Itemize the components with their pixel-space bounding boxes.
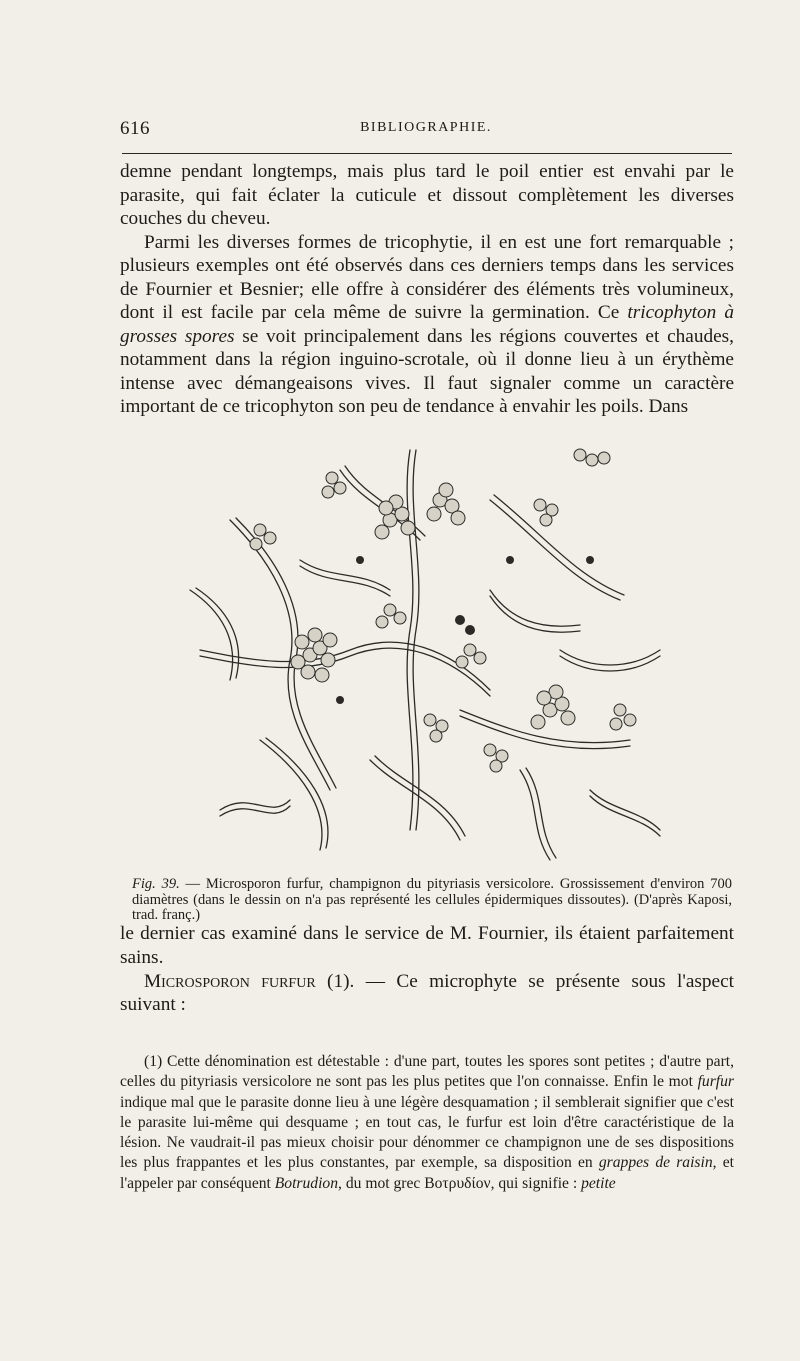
figure-label: Fig. 39. [132,876,180,892]
paragraph: le dernier cas examiné dans le service de M. Fournier, ils étaient parfaitement sains. [120,923,734,968]
running-head: BIBLIOGRAPHIE. [360,120,492,135]
text-run: , et l'appeler par conséquent [120,1154,734,1192]
text-run: (1). — Ce microphyte se présente sous l'aspect suivant : [120,970,735,1016]
paragraph [120,970,734,1018]
page-number: 616 [120,118,150,139]
text-run: se voit principalement dans les régions couvertes et chaudes, notamment dans la région inguino-scrotale, où il donne lieu à un érythème intense avec démangeaisons vives. Il faut signaler comme un caractère important de ce tricophyton son peu de tendance à envahir les poils. Dans [120,325,734,417]
footnote [120,1052,734,1194]
section-term: Microsporon furfur [144,970,316,992]
main-text-bottom [120,922,734,1017]
italic-term: tricophyton à grosses spores [120,302,735,347]
text-run: indique mal que le parasite donne lieu à une légère desquamation ; il semblerait signifier que c'est le parasite lui-même qui desquame ; en tout cas, le furfur est loin d'être caractéristique de la lésion. Ne vaudrait-il pas mieux choisir pour dénommer ce champignon une de ses dispositions les plus frappantes et les plus constantes, par exemple, sa disposition en [120,1093,734,1172]
header-rule [122,153,732,154]
text-run: Parmi les diverses formes de tricophytie, il en est une fort remarquable ; plusieurs exemples ont été observés dans ces derniers temps dans les services de Fournier et Besnier; elle offre à considérer des éléments très volumineux, dont il est facile par cela même de suivre la germination. Ce [120,231,734,323]
italic-term: petite [581,1174,616,1192]
figure-caption [132,877,732,924]
text-run: (1) Cette dénomination est détestable : d'une part, toutes les spores sont petites ; d'autre part, celles du pityriasis versicolore ne sont pas les plus petites que l'on connaisse. Enfin le mot [120,1053,734,1091]
figure-illustration [160,410,680,880]
paragraph: demne pendant longtemps, mais plus tard le poil entier est envahi par le parasite, qui fait éclater la cuticule et dissout complètement les diverses couches du cheveu. [120,161,734,229]
paragraph [120,231,734,419]
italic-term: furfur [697,1073,734,1091]
footnote-paragraph [120,1052,734,1194]
text-run: , du mot grec Βοτρυδίον, qui signifie : [338,1174,582,1192]
italic-term: Botrudion [274,1174,339,1192]
main-text-top [120,160,734,419]
caption-text: — Microsporon furfur, champignon du pityriasis versicolore. Grossissement d'environ 700 diamètres (dans le dessin on n'a pas représenté les cellules épidermiques dissoutes). (D'après Kaposi, trad. franç.) [132,876,732,923]
italic-term: grappes de raisin [598,1154,713,1172]
microsporon-engraving [160,410,680,880]
page-header [120,118,732,142]
